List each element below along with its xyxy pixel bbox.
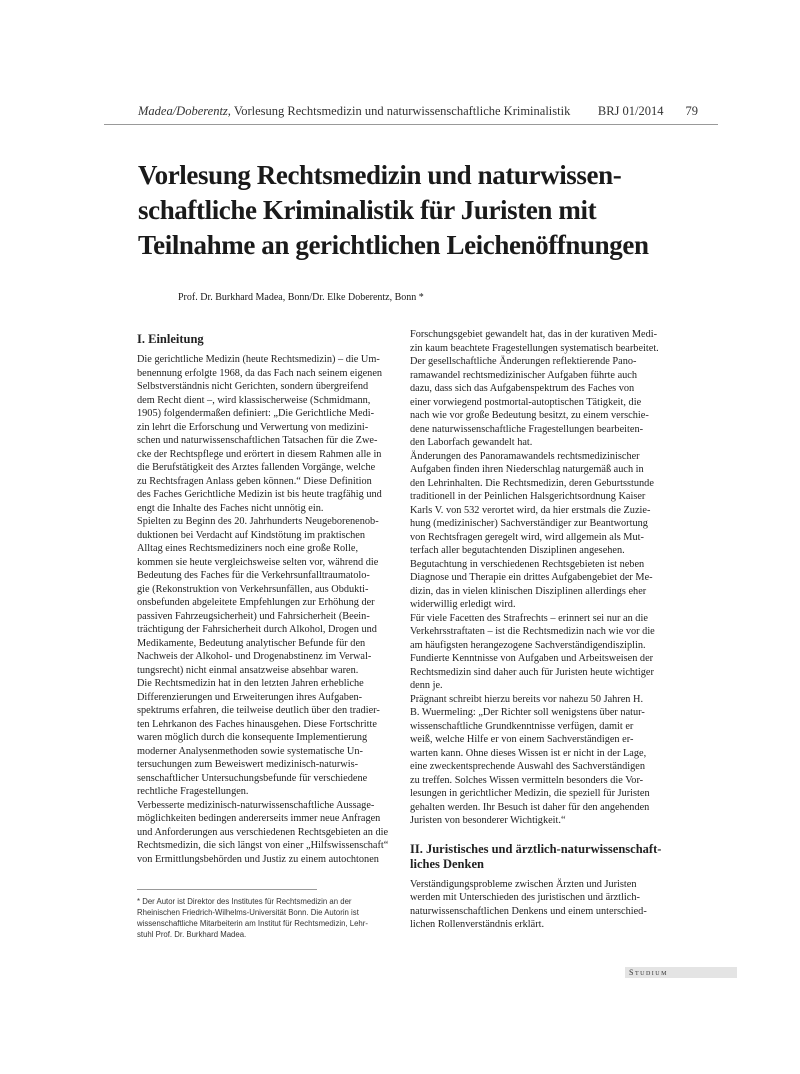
text-line: Rechtsmedizin, die sich längst von einer „Hilfswissenschaft“ (137, 840, 389, 851)
text-line: tersuchungen zum Beweiswert medizinisch-naturwis- (137, 759, 359, 770)
text-line: Medikamente, Bedeutung analytischer Befunde für den (137, 637, 366, 649)
section-1-text (137, 353, 399, 866)
text-line: zin kaum beachtete Fragestellungen systematisch bearbeitet. (410, 342, 659, 354)
footnote-rule (137, 889, 317, 890)
text-line: Karls V. von 532 verortet wird, da hier erstmals die Zuzie- (410, 504, 651, 516)
text-line: von Rechtsfragen geregelt wird, wird allgemein als Mut- (410, 531, 644, 543)
text-line: naturwissenschaftlichen Denkens und einem unterschied- (410, 905, 647, 917)
text-line: dazu, dass sich das Aufgabenspektrum des Faches von (410, 383, 635, 394)
text-line: gie (Rekonstruktion von Verkehrsunfällen, aus Obdukti- (137, 583, 369, 595)
text-line: benennung erfolgte 1968, da das Fach nach seinem eigenen (137, 367, 383, 379)
text-line: engt die Inhalte des Faches nicht unnötig ein. (137, 502, 324, 514)
text-line: die Berufstätigkeit des Arztes fallenden Vorgänge, welche (137, 462, 376, 473)
section-tab-label: Studium (629, 968, 668, 977)
section-2-text (410, 878, 672, 932)
text-line: möglichkeiten bedingen andererseits immer neue Anfragen (137, 813, 381, 824)
text-line: B. Wuermeling: „Der Richter soll wenigstens über natur- (410, 707, 645, 718)
running-head (138, 104, 698, 122)
text-line: widerwillig erledigt wird. (410, 599, 516, 610)
text-line: hung (medizinischer) Sachverständiger zur Beantwortung (410, 518, 648, 529)
text-line: cke der Rechtspflege und erörtert in diesem Rahmen alle in (137, 448, 382, 460)
text-line: Verständigungsprobleme zwischen Ärzten und Juristen (410, 878, 637, 890)
text-line: zin lehrt die Erforschung und Verwertung von medizini- (137, 421, 369, 433)
right-column (410, 328, 672, 932)
text-line: Bedeutung des Faches für die Verkehrsunfalltraumatolo- (137, 570, 370, 581)
text-line: rechtliche Fragestellungen. (137, 786, 249, 797)
text-line: Rechtsmedizin sind daher auch für Juristen heute wichtiger (410, 666, 654, 678)
text-line: nach wie vor große Bedeutung besitzt, zu einem verschie- (410, 410, 649, 421)
text-line: Differenzierungen und Erweiterungen ihres Aufgaben- (137, 691, 363, 703)
text-line: zu treffen. Solches Wissen vermitteln besonders die Vor- (410, 774, 644, 786)
text-line: Diagnose und Therapie ein drittes Aufgabengebiet der Me- (410, 572, 653, 583)
footnote (137, 896, 399, 940)
text-line: Der gesellschaftliche Änderungen reflektierende Pano- (410, 356, 637, 367)
text-line: lesungen in gerichtlicher Medizin, die speziell für Juristen (410, 788, 650, 799)
text-line: trächtigung der Fahrsicherheit durch Alkohol, Drogen und (137, 624, 377, 635)
text-line: gehalten werden. Ihr Besuch ist daher für den angehenden (410, 801, 650, 813)
text-line: weiß, welche Hilfe er von einem Sachverständigen er- (410, 734, 634, 745)
text-line: eine zweckentsprechende Auswahl des Sachverständigen (410, 761, 646, 772)
text-line: Verkehrsstraftaten – ist die Rechtsmedizin nach wie vor die (410, 626, 655, 637)
text-line: Spielten zu Beginn des 20. Jahrhunderts Neugeborenenob- (137, 516, 379, 527)
text-line: Forschungsgebiet gewandelt hat, das in der kurativen Medi- (410, 329, 658, 340)
running-head-left (138, 104, 570, 119)
text-line: Änderungen des Panoramawandels rechtsmedizinischer (410, 450, 640, 462)
section-tab (625, 967, 737, 978)
text-line: ramawandel rechtsmedizinischer Aufgaben führte auch (410, 369, 638, 381)
text-line: kommen sie heute vergleichsweise selten vor, während die (137, 556, 379, 568)
text-line: den Laborfach gewandelt hat. (410, 437, 533, 448)
text-line: dem Recht dient –, wird klassischerweise (Schmidmann, (137, 394, 371, 406)
text-line: Für viele Facetten des Strafrechts – erinnert sei nur an die (410, 612, 648, 624)
text-line: senschaftlicher Untersuchungsbefunde für verschiedene (137, 772, 368, 784)
author-line: Prof. Dr. Burkhard Madea, Bonn/Dr. Elke Doberentz, Bonn * (178, 292, 424, 303)
article-title (138, 158, 698, 263)
text-line: wissenschaftliche Grundkenntnisse verfügen, damit er (410, 720, 634, 732)
text-line: den Lehrinhalten. Die Rechtsmedizin, deren Geburtsstunde (410, 477, 654, 489)
running-head-right (598, 104, 698, 119)
text-line: dizin, das in vielen klinischen Disziplinen allerdings eher (410, 585, 647, 597)
text-line: waren möglich durch die konsequente Implementierung (137, 732, 368, 743)
text-line: Verbesserte medizinisch-naturwissenschaftliche Aussage- (137, 799, 375, 811)
text-line: Juristen von besonderer Wichtigkeit.“ (410, 815, 566, 826)
text-line: tungsrecht) nicht einmal ansatzweise absehbar waren. (137, 664, 359, 676)
text-line: warten kann. Ohne dieses Wissen ist er nicht in der Lage, (410, 747, 647, 759)
section-heading: I. Einleitung (137, 332, 204, 346)
text-line: dene naturwissenschaftliche Fragestellungen bearbeiten- (410, 423, 644, 435)
heading-line: liches Denken (410, 856, 484, 871)
section-2-heading (410, 842, 672, 872)
text-line: Selbstverständnis nicht Gerichten, sondern übergreifend (137, 381, 369, 392)
title-line: schaftliche Kriminalistik für Juristen mit (138, 195, 597, 225)
text-line: am häufigsten herangezogene Sachverständigendisziplin. (410, 639, 646, 651)
text-line: moderner Analysenmethoden sowie systematische Un- (137, 745, 363, 757)
text-line: und Anforderungen aus verschiedenen Rechtsgebieten an die (137, 826, 389, 838)
title-line: Teilnahme an gerichtlichen Leichenöffnungen (138, 230, 649, 260)
text-line: zu Rechtsfragen Anlass geben können.“ Diese Definition (137, 475, 372, 487)
text-line: 1905) folgendermaßen definiert: „Die Gerichtliche Medi- (137, 408, 375, 419)
text-line: duktionen bei Verdacht auf Kindstötung im praktischen (137, 529, 366, 541)
text-line: * Der Autor ist Direktor des Institutes für Rechtsmedizin an der (137, 897, 352, 906)
text-line: stuhl Prof. Dr. Burkhard Madea. (137, 930, 247, 939)
text-line: onsbefunden abgeleitete Empfehlungen zur Erhöhung der (137, 597, 375, 608)
text-line: Die gerichtliche Medizin (heute Rechtsmedizin) – die Um- (137, 354, 380, 365)
journal-issue: BRJ 01/2014 (597, 104, 664, 118)
title-line: Vorlesung Rechtsmedizin und naturwissen- (138, 160, 622, 190)
text-line: passiven Fahrzeugsicherheit) und Fahrsicherheit (Beein- (137, 610, 370, 622)
running-head-title: Vorlesung Rechtsmedizin und naturwissenschaftliche Kriminalistik (233, 104, 571, 118)
page-number: 79 (685, 104, 698, 118)
text-line: schen und naturwissenschaftlichen Tatsachen für die Zwe- (137, 435, 378, 446)
text-line: lichen Rollenverständnis erklärt. (410, 919, 545, 930)
text-line: Begutachtung in verschiedenen Rechtsgebieten ist neben (410, 558, 645, 570)
text-line: terfach aller begutachtenden Disziplinen angesehen. (410, 545, 625, 556)
text-line: Die Rechtsmedizin hat in den letzten Jahren erhebliche (137, 678, 364, 689)
text-line: Rheinischen Friedrich-Wilhelms-Universität Bonn. Die Autorin ist (137, 908, 359, 917)
text-line: Fundierte Kenntnisse von Aufgaben und Arbeitsweisen der (410, 653, 654, 664)
text-line: ten Lehrkanon des Faches hinausgehen. Diese Fortschritte (137, 718, 377, 730)
text-line: wissenschaftliche Mitarbeiterin am Institut für Rechtsmedizin, Lehr- (137, 919, 368, 928)
continued-text (410, 328, 672, 828)
text-line: spektrums erfahren, die teilweise deutlich über den tradier- (137, 705, 380, 716)
text-line: denn je. (410, 680, 443, 691)
text-line: traditionell in der Peinlichen Halsgerichtsordnung Kaiser (410, 491, 646, 502)
text-line: Aufgaben finden ihren Niederschlag naturgemäß auch in (410, 464, 644, 475)
left-column (137, 326, 399, 866)
heading-line: II. Juristisches und ärztlich-naturwissenschaft- (410, 841, 662, 856)
header-rule (104, 124, 718, 125)
text-line: Alltag eines Rechtsmediziners noch eine große Rolle, (137, 543, 359, 554)
text-line: werden mit Unterschieden des juristischen und ärztlich- (410, 892, 640, 903)
text-line: des Faches Gerichtliche Medizin ist bis heute tragfähig und (137, 489, 382, 500)
text-line: von Ermittlungsbehörden und Justiz zu einem autochtonen (137, 853, 379, 865)
running-head-authors: Madea/Doberentz, (138, 104, 231, 118)
text-line: einer vorwiegend postmortal-autoptischen Tätigkeit, die (410, 396, 642, 408)
text-line: Prägnant schreibt hierzu bereits vor nahezu 50 Jahren H. (410, 693, 644, 705)
text-line: Nachweis der Alkohol- und Drogenabstinenz im Verwal- (137, 651, 372, 662)
